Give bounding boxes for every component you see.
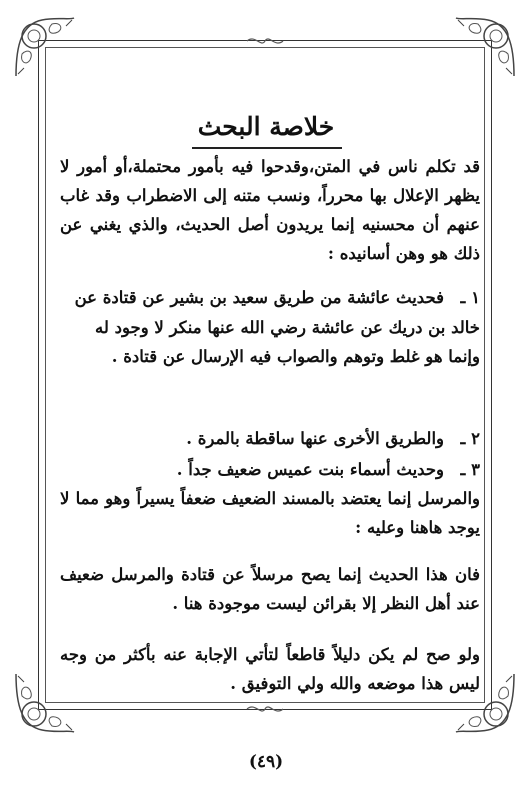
- page-number: (٤٩): [248, 752, 284, 772]
- page-title: خلاصة البحث: [197, 112, 335, 141]
- list-item: [60, 455, 480, 485]
- list-item-number: ٣ ـ: [460, 460, 480, 479]
- intro-paragraph: قد تكلم ناس في المتن،وقدحوا فيه بأمور محتملة،أو أمور لا يظهر الإعلال بها محرراً، ونسب متنه إلى الاضطراب وقد غاب عنهم أن محسنيه إنما يريدون أصل الحديث، والذي يغني عن ذلك هو وهن أسانيده :: [60, 157, 480, 263]
- list-item-number: ٢ ـ: [460, 429, 480, 448]
- final-paragraph: ولو صح لم يكن دليلاً قاطعاً لتأتي الإجابة عنه بأكثر من وجه ليس هذا موضعه والله ولي التوفيق .: [60, 645, 480, 693]
- conclusion-paragraph: فان هذا الحديث إنما يصح مرسلاً عن قتادة والمرسل ضعيف عند أهل النظر إلا بقرائن ليست موجودة هنا .: [60, 565, 480, 613]
- list-item: [60, 283, 480, 372]
- mursal-paragraph: والمرسل إنما يعتضد بالمسند الضعيف ضعفاً يسيراً وهو مما لا يوجد هاهنا وعليه :: [60, 489, 480, 537]
- list-item-text: وحديث أسماء بنت عميس ضعيف جداً .: [176, 460, 444, 479]
- title-underline: [192, 147, 342, 149]
- list-item-text: والطريق الأخرى عنها ساقطة بالمرة .: [186, 429, 444, 448]
- corner-ornament-icon: [452, 14, 518, 80]
- bottom-edge-ornament-icon: [245, 702, 285, 716]
- corner-ornament-icon: [12, 14, 78, 80]
- list-item: [60, 424, 480, 454]
- list-item-text: فحديث عائشة من طريق سعيد بن بشير عن قتادة عن خالد بن دريك عن عائشة رضي الله عنها منكر لا وجود له وإنما هو غلط وتوهم والصواب فيه الإرسال عن قتادة .: [74, 288, 480, 366]
- list-item-number: ١ ـ: [460, 288, 480, 307]
- top-edge-ornament-icon: [245, 34, 285, 48]
